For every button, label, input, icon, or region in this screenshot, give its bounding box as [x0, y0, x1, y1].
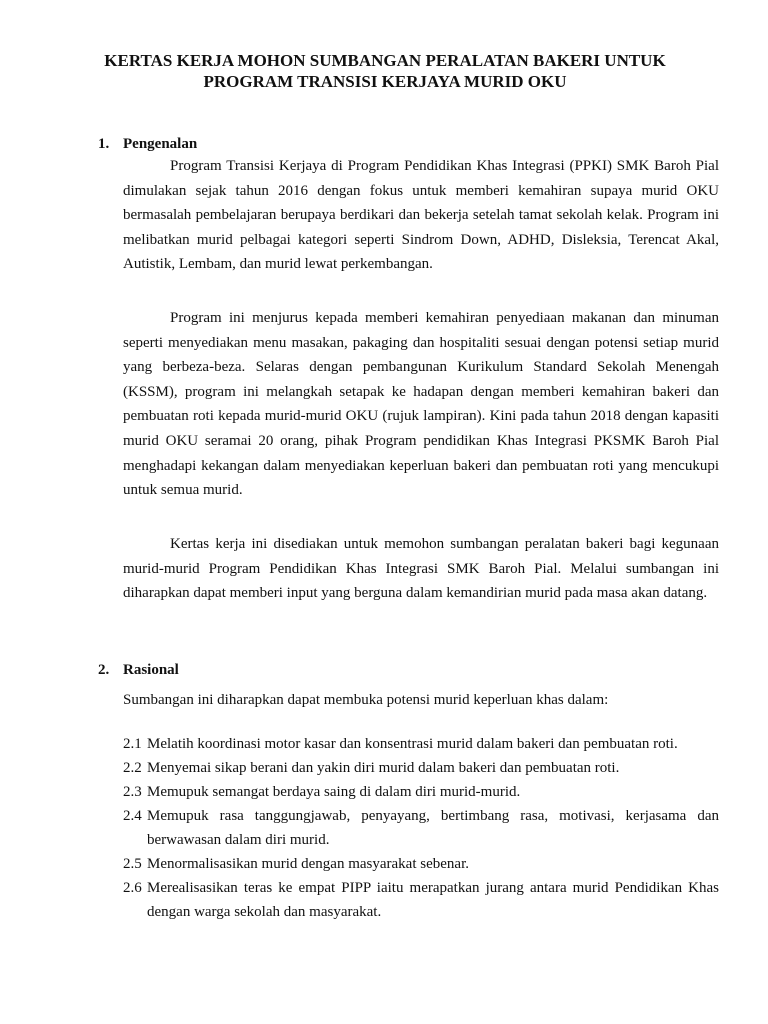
list-item-text: Menormalisasikan murid dengan masyarakat sebenar. — [147, 856, 469, 872]
section-2-heading — [98, 660, 179, 680]
title-line-1: KERTAS KERJA MOHON SUMBANGAN PERALATAN BAKERI UNTUK — [104, 51, 666, 70]
list-item — [123, 876, 719, 924]
list-item — [123, 732, 719, 756]
section-1-title: Pengenalan — [123, 136, 198, 152]
section-2-intro: Sumbangan ini diharapkan dapat membuka potensi murid keperluan khas dalam: — [123, 692, 609, 708]
list-item-number: 2.1 — [123, 736, 142, 752]
section-1-paragraph-3: Kertas kerja ini disediakan untuk memohon sumbangan peralatan bakeri bagi kegunaan murid-murid Program Pendidikan Khas Integrasi SMK Baroh Pial. Melalui sumbangan ini diharapkan dapat memberi input yang berguna dalam kemandirian murid pada masa akan datang. — [123, 536, 719, 602]
list-item — [123, 852, 719, 876]
section-1-paragraph-2: Program ini menjurus kepada memberi kemahiran penyediaan makanan dan minuman seperti menyediakan menu masakan, pakaging dan hospitaliti sesuai dengan potensi setiap murid yang berbeza-beza. Selaras dengan pembangunan Kurikulum Standard Sekolah Menengah (KSSM), program ini melangkah setapak ke hadapan dengan memberi kemahiran bakeri dan pembuatan roti kepada murid-murid OKU (rujuk lampiran). Kini pada tahun 2018 dengan kapasiti murid OKU seramai 20 orang, pihak Program pendidikan Khas Integrasi PKSMK Baroh Pial menghadapi kekangan dalam menyediakan keperluan bakeri dan pembuatan roti yang mencukupi untuk semua murid. — [123, 310, 719, 499]
section-2-number: 2. — [98, 662, 110, 678]
title-line-2: PROGRAM TRANSISI KERJAYA MURID OKU — [203, 72, 567, 91]
list-item-text: Menyemai sikap berani dan yakin diri murid dalam bakeri dan pembuatan roti. — [147, 760, 620, 776]
list-item-text: Memupuk rasa tanggungjawab, penyayang, bertimbang rasa, motivasi, kerjasama dan berwawasan dalam diri murid. — [147, 808, 719, 848]
list-item-number: 2.3 — [123, 784, 142, 800]
list-item-number: 2.4 — [123, 808, 142, 824]
section-1-paragraph-1: Program Transisi Kerjaya di Program Pendidikan Khas Integrasi (PPKI) SMK Baroh Pial dimulakan sejak tahun 2016 dengan fokus untuk memberi kemahiran supaya murid OKU bermasalah pembelajaran berupaya berdikari dan bekerja setelah tamat sekolah kelak. Program ini melibatkan murid pelbagai kategori seperti Sindrom Down, ADHD, Disleksia, Terencat Akal, Autistik, Lembam, dan murid lewat perkembangan. — [123, 158, 719, 273]
list-item-text: Melatih koordinasi motor kasar dan konsentrasi murid dalam bakeri dan pembuatan roti. — [147, 736, 678, 752]
list-item-number: 2.5 — [123, 856, 142, 872]
section-1-heading — [98, 134, 197, 154]
list-item — [123, 780, 719, 804]
list-item-number: 2.2 — [123, 760, 142, 776]
list-item-number: 2.6 — [123, 880, 142, 896]
rasional-list — [123, 732, 719, 924]
list-item-text: Memupuk semangat berdaya saing di dalam diri murid-murid. — [147, 784, 521, 800]
section-2-title: Rasional — [123, 662, 179, 678]
list-item-text: Merealisasikan teras ke empat PIPP iaitu merapatkan jurang antara murid Pendidikan Khas dengan warga sekolah dan masyarakat. — [147, 880, 719, 920]
list-item — [123, 756, 719, 780]
document-title — [60, 50, 710, 92]
section-1-number: 1. — [98, 136, 110, 152]
list-item — [123, 804, 719, 852]
